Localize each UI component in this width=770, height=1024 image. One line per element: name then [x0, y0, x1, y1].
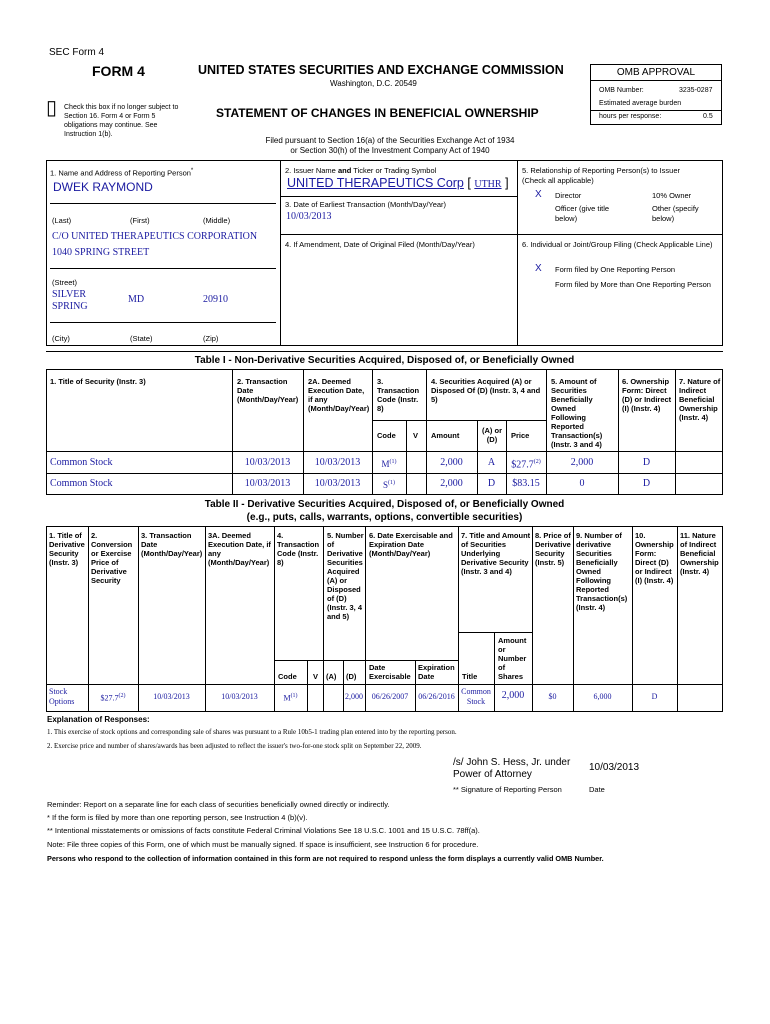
relationship-label: 5. Relationship of Reporting Person(s) to Issuer — [522, 166, 680, 175]
t2-header-nature: 11. Nature of Indirect Beneficial Ownership (Instr. 4) — [680, 531, 719, 576]
t1-row1-deemed: 10/03/2013 — [314, 457, 361, 468]
middle-label: (Middle) — [203, 216, 231, 225]
one-person-label: Form filed by One Reporting Person — [555, 265, 676, 274]
state-label: (State) — [130, 334, 153, 343]
issuer-label: 2. Issuer Name and Ticker or Trading Symbol — [285, 166, 437, 175]
one-person-mark[interactable]: X — [535, 263, 542, 274]
checkbox-text: Check this box if no longer subject to Section 16. Form 4 or Form 5 obligations may continue. See Instruction 1(b). — [64, 104, 179, 138]
t2-subheader-d: (D) — [346, 672, 357, 681]
t2-row-exercisable: 06/26/2007 — [371, 692, 409, 701]
reporting-person-label: 1. Name and Address of Reporting Person* — [50, 168, 194, 178]
t2-row-price: $27.7$^{(2)}$ — [100, 693, 126, 703]
state-value: MD — [128, 294, 145, 305]
table2-subtitle: (e.g., puts, calls, warrants, options, convertible securities) — [246, 512, 523, 523]
signature-name: /s/ John S. Hess, Jr. under Power of Attorney — [453, 757, 571, 780]
t2-header-date: 3. Transaction Date (Month/Day/Year) — [141, 531, 203, 558]
t1-row2-price: $83.15 — [512, 478, 540, 489]
t2-row-disposed: 2,000 — [345, 692, 363, 701]
t1-subheader-aord: (A) or (D) — [482, 426, 502, 444]
omb-hours-value: 0.5 — [703, 113, 713, 120]
director-mark[interactable]: X — [535, 189, 542, 200]
t1-row1-code: $M^{(1)}$ — [381, 459, 397, 469]
director-label: Director — [555, 191, 582, 200]
t2-header-ownership: 10. Ownership Form: Direct (D) or Indirect (I) (Instr. 4) — [635, 531, 674, 585]
t2-row-owned: 6,000 — [593, 692, 612, 701]
t2-subheader-code: Code — [278, 672, 297, 681]
t1-row2-code: $S^{(1)}$ — [382, 480, 395, 490]
t1-header-amount-owned: 5. Amount of Securities Beneficially Owned Following Reported Transaction(s) (Instr. 3 and 4) — [551, 377, 603, 449]
filed-line-1: Filed pursuant to Section 16(a) of the Securities Exchange Act of 1934 — [265, 136, 515, 145]
table2-title: Table II - Derivative Securities Acquired, Disposed of, or Beneficially Owned — [204, 499, 565, 510]
t2-row-form: D — [651, 692, 658, 701]
t2-row-title: Stock Options — [49, 687, 75, 706]
t1-row1-title: Common Stock — [50, 457, 113, 468]
street-label: (Street) — [52, 278, 78, 287]
zip-value: 20910 — [203, 294, 228, 305]
other-label: Other (specify below) — [652, 204, 699, 223]
t2-subheader-v: V — [313, 672, 319, 681]
more-person-label: Form filed by More than One Reporting Person — [555, 280, 711, 289]
omb-burden-label: Estimated average burden — [599, 100, 682, 107]
t1-header-securities: 4. Securities Acquired (A) or Disposed Of (D) (Instr. 3, 4 and 5) — [431, 377, 541, 404]
footer-note-1: * If the form is filed by more than one reporting person, see Instruction 4 (b)(v). — [47, 813, 308, 822]
city-value: SILVER SPRING — [52, 289, 88, 312]
commission-title: UNITED STATES SECURITIES AND EXCHANGE COMMISSION — [198, 63, 564, 77]
t1-header-code: 3. Transaction Code (Instr. 8) — [377, 377, 420, 413]
t1-row1-date: 10/03/2013 — [244, 457, 291, 468]
t1-row2-deemed: 10/03/2013 — [314, 478, 361, 489]
t1-row2-title: Common Stock — [50, 478, 113, 489]
omb-number-label: OMB Number: — [599, 87, 644, 94]
explanation-title: Explanation of Responses: — [47, 715, 150, 724]
checkbox-icon[interactable]: ▯ — [46, 97, 58, 119]
t2-row-expiration: 06/26/2016 — [418, 692, 455, 701]
filed-line-2: or Section 30(h) of the Investment Company Act of 1940 — [290, 146, 490, 155]
address-line-1: C/O UNITED THERAPEUTICS CORPORATION — [52, 231, 258, 242]
signature-label: ** Signature of Reporting Person — [453, 785, 562, 794]
t2-row-date: 10/03/2013 — [153, 692, 190, 701]
t2-header-exercisable: 6. Date Exercisable and Expiration Date (Month/Day/Year) — [369, 531, 453, 558]
amendment-label: 4. If Amendment, Date of Original Filed (Month/Day/Year) — [285, 240, 475, 249]
t2-row-under-amount: 2,000 — [501, 690, 525, 701]
t2-header-code: 4. Transaction Code (Instr. 8) — [277, 531, 320, 567]
t1-header-title: 1. Title of Security (Instr. 3) — [50, 377, 146, 386]
t2-subheader-title: Title — [462, 672, 478, 681]
zip-label: (Zip) — [203, 334, 219, 343]
earliest-date-label: 3. Date of Earliest Transaction (Month/Day/Year) — [285, 200, 447, 209]
reporting-person-name: DWEK RAYMOND — [53, 180, 153, 194]
t1-row2-aord: D — [487, 478, 496, 489]
t1-subheader-amount: Amount — [431, 431, 460, 440]
omb-approval-box — [590, 64, 722, 125]
issuer-name: UNITED THERAPEUTICS Corp [ UTHR ] — [287, 176, 509, 190]
last-label: (Last) — [52, 216, 72, 225]
earliest-date-value: 10/03/2013 — [286, 211, 332, 222]
footer-note-2: ** Intentional misstatements or omissions of facts constitute Federal Criminal Violations See 18 U.S.C. 1001 and 15 U.S.C. 78ff(a). — [47, 826, 480, 835]
t1-header-deemed: 2A. Deemed Execution Date, if any (Month/Day/Year) — [308, 377, 370, 413]
t2-row-under-title: Common Stock — [461, 687, 491, 706]
t1-header-nature: 7. Nature of Indirect Beneficial Ownership (Instr. 4) — [679, 377, 721, 422]
explanation-note-2: 2. Exercise price and number of shares/awards has been adjusted to reflect the issuer's two-for-one stock split on September 22, 2009. — [47, 742, 422, 750]
t2-subheader-date-ex: Date Exercisable — [369, 663, 411, 681]
t1-row2-amount: 2,000 — [440, 478, 463, 489]
commission-location: Washington, D.C. 20549 — [330, 79, 417, 88]
t1-row2-owned: 0 — [579, 478, 585, 489]
form-title: FORM 4 — [92, 63, 145, 79]
t2-subheader-expiration: Expiration Date — [418, 663, 455, 681]
footer-note-4: Persons who respond to the collection of information contained in this form are not required to respond unless the form displays a currently valid OMB Number. — [47, 854, 604, 863]
signature-date: 10/03/2013 — [589, 762, 640, 773]
footer-note-3: Note: File three copies of this Form, one of which must be manually signed. If space is insufficient, see Instruction 6 for procedure. — [47, 840, 479, 849]
t1-subheader-v: V — [413, 431, 419, 440]
t1-row1-price: $27.7$^{(2)}$ — [511, 459, 541, 471]
t2-row-deemed: 10/03/2013 — [221, 692, 258, 701]
omb-hours-label: hours per response: — [599, 113, 662, 120]
sec-form-label: SEC Form 4 — [49, 47, 105, 58]
filing-type-label: 6. Individual or Joint/Group Filing (Check Applicable Line) — [522, 240, 713, 249]
t1-row2-form: D — [642, 478, 651, 489]
t2-header-conversion: 2. Conversion or Exercise Price of Derivative Security — [91, 531, 133, 585]
t2-subheader-amount: Amount or Number of Shares — [498, 636, 527, 681]
ten-percent-owner-label: 10% Owner — [652, 191, 692, 200]
t2-header-title: 1. Title of Derivative Security (Instr. 3) — [49, 531, 85, 567]
footer-reminder: Reminder: Report on a separate line for each class of securities beneficially owned directly or indirectly. — [47, 800, 390, 809]
city-label: (City) — [52, 334, 70, 343]
table1-title: Table I - Non-Derivative Securities Acquired, Disposed of, or Beneficially Owned — [194, 355, 575, 366]
t2-subheader-a: (A) — [326, 672, 337, 681]
t1-header-date: 2. Transaction Date (Month/Day/Year) — [237, 377, 299, 404]
t2-row-deriv-price: $0 — [548, 692, 557, 701]
t1-row2-date: 10/03/2013 — [244, 478, 291, 489]
relationship-label-2: (Check all applicable) — [522, 176, 594, 185]
t1-header-ownership: 6. Ownership Form: Direct (D) or Indirect (I) (Instr. 4) — [622, 377, 672, 413]
officer-label: Officer (give title below) — [555, 204, 610, 223]
t1-row1-form: D — [642, 457, 651, 468]
signature-date-label: Date — [589, 785, 605, 794]
t1-row1-aord: A — [487, 457, 496, 468]
t2-row-code: $M^{(1)}$ — [283, 693, 298, 703]
omb-number-value: 3235-0287 — [679, 87, 713, 94]
t2-header-underlying: 7. Title and Amount of Securities Underlying Derivative Security (Instr. 3 and 4) — [461, 531, 531, 576]
t2-header-number: 5. Number of Derivative Securities Acquired (A) or Disposed of (D) (Instr. 3, 4 and 5) — [327, 531, 364, 621]
address-line-2: 1040 SPRING STREET — [52, 247, 150, 258]
explanation-note-1: 1. This exercise of stock options and corresponding sale of shares was pursuant to a Rule 10b5-1 trading plan entered into by the reporting person. — [47, 728, 457, 736]
t1-subheader-price: Price — [511, 431, 530, 440]
t2-header-deemed: 3A. Deemed Execution Date, if any (Month/Day/Year) — [208, 531, 271, 567]
t2-header-owned: 9. Number of derivative Securities Beneficially Owned Following Reported Transaction(s) (Instr. 4) — [576, 531, 628, 612]
statement-title: STATEMENT OF CHANGES IN BENEFICIAL OWNERSHIP — [216, 106, 539, 120]
t2-header-price: 8. Price of Derivative Security (Instr. 5) — [535, 531, 571, 567]
omb-title: OMB APPROVAL — [616, 67, 696, 78]
t1-row1-owned: 2,000 — [570, 457, 594, 468]
t1-subheader-code: Code — [377, 431, 396, 440]
first-label: (First) — [130, 216, 150, 225]
t1-row1-amount: 2,000 — [440, 457, 463, 468]
